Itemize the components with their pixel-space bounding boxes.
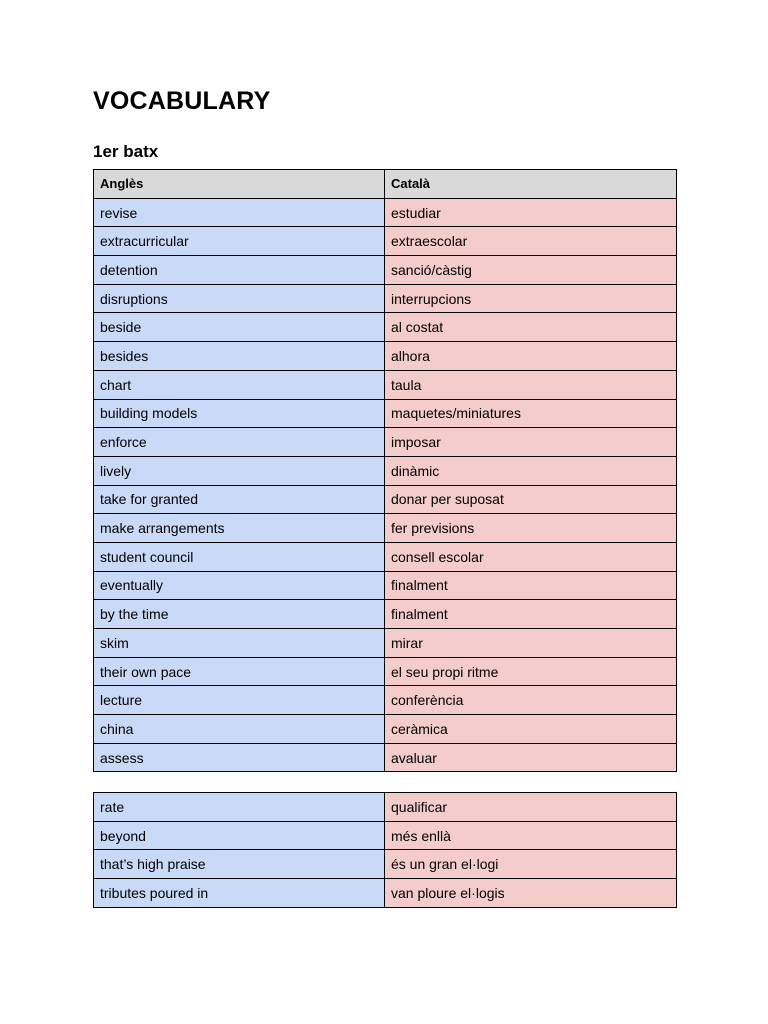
table-row bbox=[94, 743, 677, 772]
english-term: student council bbox=[94, 542, 385, 571]
english-term: china bbox=[94, 715, 385, 744]
table-header-row bbox=[94, 170, 677, 199]
catalan-term: finalment bbox=[385, 600, 677, 629]
catalan-term: extraescolar bbox=[385, 227, 677, 256]
english-term: skim bbox=[94, 629, 385, 658]
catalan-term: imposar bbox=[385, 428, 677, 457]
header-english: Anglès bbox=[94, 170, 385, 199]
table-row bbox=[94, 657, 677, 686]
english-term: that’s high praise bbox=[94, 850, 385, 879]
header-catalan: Català bbox=[385, 170, 677, 199]
table-row bbox=[94, 485, 677, 514]
catalan-term: qualificar bbox=[385, 793, 677, 822]
table-row bbox=[94, 342, 677, 371]
table-row bbox=[94, 542, 677, 571]
catalan-term: fer previsions bbox=[385, 514, 677, 543]
catalan-term: taula bbox=[385, 370, 677, 399]
table-row bbox=[94, 313, 677, 342]
table-row bbox=[94, 850, 677, 879]
table-row bbox=[94, 256, 677, 285]
table-row bbox=[94, 793, 677, 822]
english-term: lecture bbox=[94, 686, 385, 715]
english-term: take for granted bbox=[94, 485, 385, 514]
vocabulary-table bbox=[93, 169, 677, 772]
document-title: VOCABULARY bbox=[93, 87, 271, 115]
catalan-term: donar per suposat bbox=[385, 485, 677, 514]
catalan-term: maquetes/miniatures bbox=[385, 399, 677, 428]
catalan-term: més enllà bbox=[385, 821, 677, 850]
table-row bbox=[94, 715, 677, 744]
table-row bbox=[94, 629, 677, 658]
english-term: beyond bbox=[94, 821, 385, 850]
english-term: their own pace bbox=[94, 657, 385, 686]
english-term: building models bbox=[94, 399, 385, 428]
english-term: make arrangements bbox=[94, 514, 385, 543]
english-term: revise bbox=[94, 198, 385, 227]
english-term: disruptions bbox=[94, 284, 385, 313]
catalan-term: conferència bbox=[385, 686, 677, 715]
english-term: eventually bbox=[94, 571, 385, 600]
catalan-term: és un gran el·logi bbox=[385, 850, 677, 879]
english-term: beside bbox=[94, 313, 385, 342]
english-term: enforce bbox=[94, 428, 385, 457]
catalan-term: mirar bbox=[385, 629, 677, 658]
catalan-term: consell escolar bbox=[385, 542, 677, 571]
table-row bbox=[94, 600, 677, 629]
table-row bbox=[94, 686, 677, 715]
english-term: besides bbox=[94, 342, 385, 371]
catalan-term: ceràmica bbox=[385, 715, 677, 744]
english-term: lively bbox=[94, 456, 385, 485]
table-row bbox=[94, 514, 677, 543]
table-row bbox=[94, 370, 677, 399]
english-term: rate bbox=[94, 793, 385, 822]
english-term: assess bbox=[94, 743, 385, 772]
table-row bbox=[94, 821, 677, 850]
table-row bbox=[94, 428, 677, 457]
catalan-term: finalment bbox=[385, 571, 677, 600]
catalan-term: estudiar bbox=[385, 198, 677, 227]
catalan-term: al costat bbox=[385, 313, 677, 342]
catalan-term: avaluar bbox=[385, 743, 677, 772]
table-row bbox=[94, 571, 677, 600]
catalan-term: sanció/càstig bbox=[385, 256, 677, 285]
table-row bbox=[94, 198, 677, 227]
table-row bbox=[94, 399, 677, 428]
table-row bbox=[94, 284, 677, 313]
english-term: by the time bbox=[94, 600, 385, 629]
english-term: tributes poured in bbox=[94, 879, 385, 908]
table-row bbox=[94, 879, 677, 908]
catalan-term: interrupcions bbox=[385, 284, 677, 313]
catalan-term: dinàmic bbox=[385, 456, 677, 485]
table-row bbox=[94, 227, 677, 256]
catalan-term: van ploure el·logis bbox=[385, 879, 677, 908]
table-row bbox=[94, 456, 677, 485]
vocabulary-table-extra bbox=[93, 792, 677, 908]
english-term: chart bbox=[94, 370, 385, 399]
catalan-term: el seu propi ritme bbox=[385, 657, 677, 686]
english-term: extracurricular bbox=[94, 227, 385, 256]
catalan-term: alhora bbox=[385, 342, 677, 371]
english-term: detention bbox=[94, 256, 385, 285]
section-title: 1er batx bbox=[93, 142, 159, 161]
